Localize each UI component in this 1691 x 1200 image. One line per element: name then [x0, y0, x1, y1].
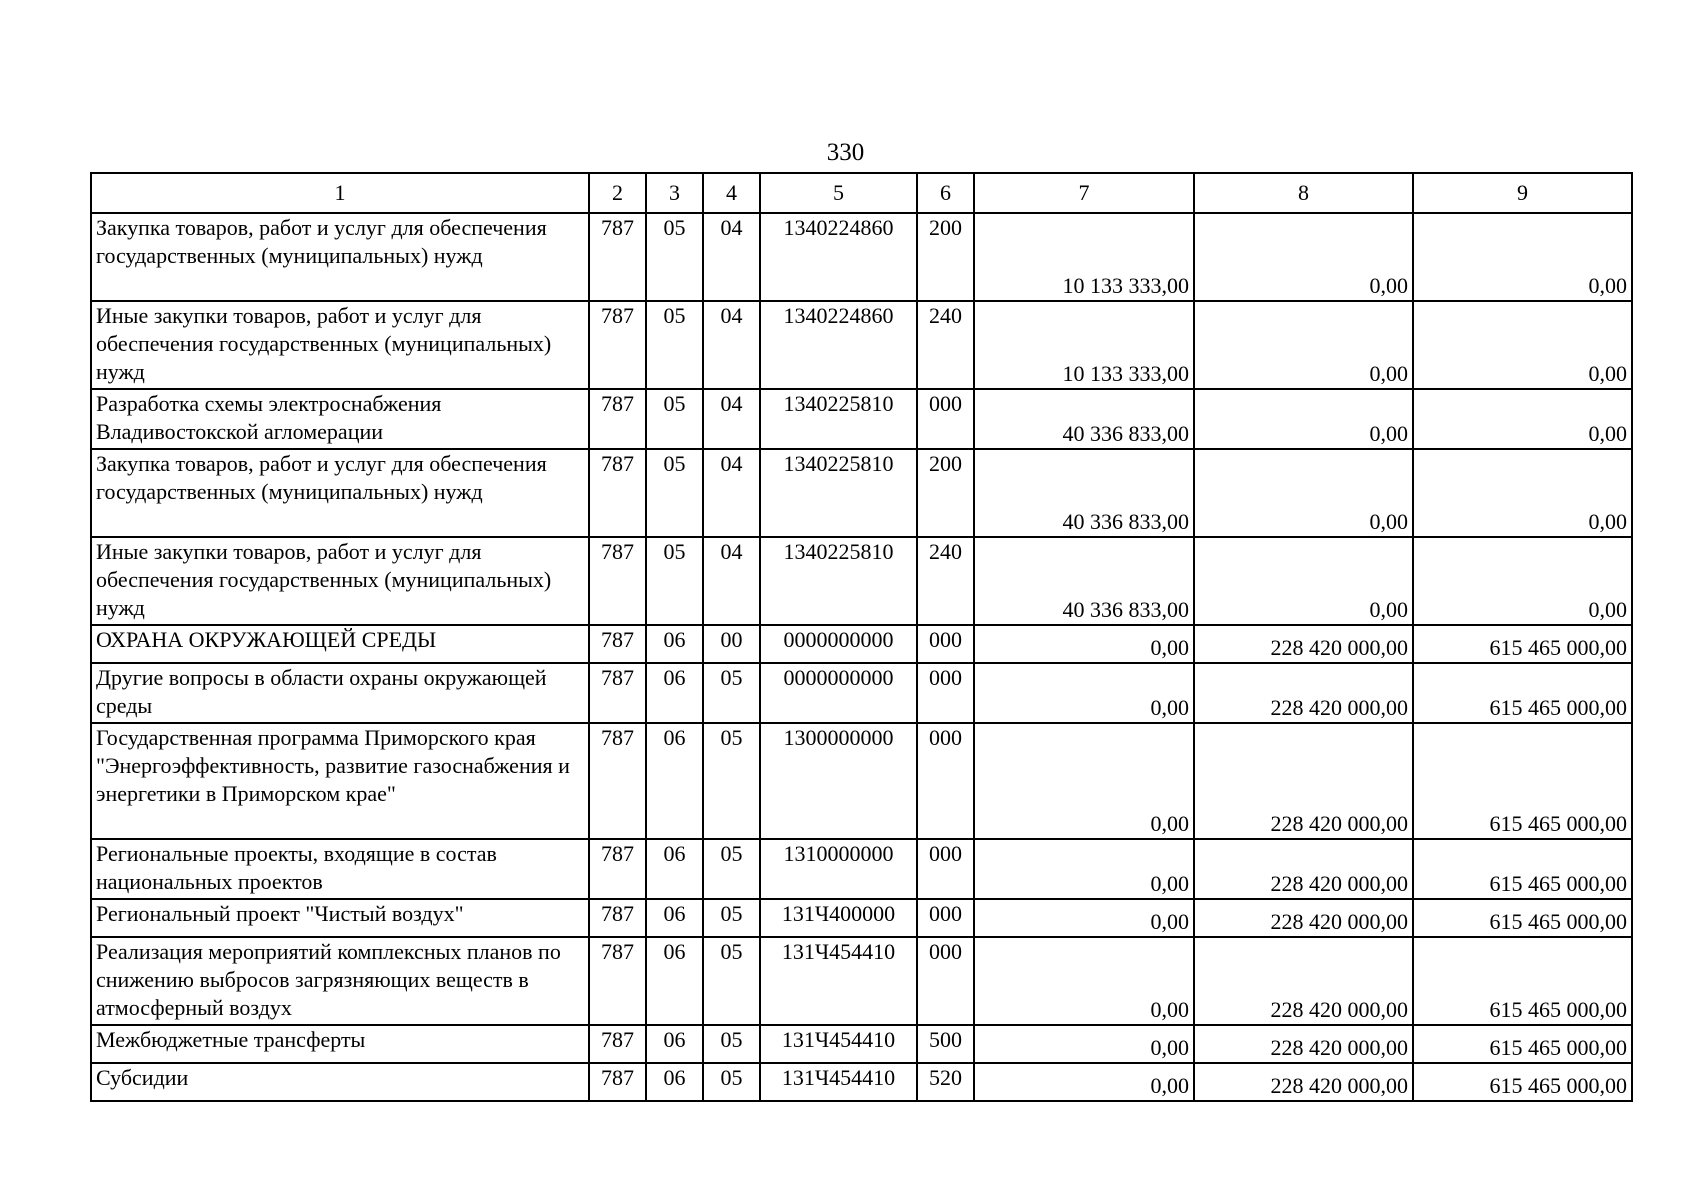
- table-row: [91, 663, 1632, 723]
- expense-type-cell: 200: [917, 449, 974, 537]
- admin-code-cell: 787: [589, 301, 646, 389]
- subsection-code-cell: 05: [703, 723, 760, 839]
- target-article-cell: 131Ч454410: [760, 1063, 917, 1101]
- section-code-cell: 05: [646, 213, 703, 301]
- section-code-cell: 06: [646, 1063, 703, 1101]
- subsection-code-cell: 04: [703, 449, 760, 537]
- amount-col8-cell: 228 420 000,00: [1194, 1025, 1413, 1063]
- admin-code-cell: 787: [589, 213, 646, 301]
- target-article-cell: 1300000000: [760, 723, 917, 839]
- amount-col9-cell: 0,00: [1413, 537, 1632, 625]
- admin-code-cell: 787: [589, 537, 646, 625]
- expense-type-cell: 520: [917, 1063, 974, 1101]
- expense-type-cell: 000: [917, 937, 974, 1025]
- amount-col7-cell: 0,00: [974, 625, 1194, 663]
- subsection-code-cell: 04: [703, 301, 760, 389]
- amount-col7-cell: 10 133 333,00: [974, 301, 1194, 389]
- admin-code-cell: 787: [589, 389, 646, 449]
- row-name-cell: Иные закупки товаров, работ и услуг для обеспечения государственных (муниципальных) нужд: [91, 537, 589, 625]
- target-article-cell: 0000000000: [760, 663, 917, 723]
- subsection-code-cell: 05: [703, 1063, 760, 1101]
- amount-col7-cell: 40 336 833,00: [974, 537, 1194, 625]
- row-name-cell: ОХРАНА ОКРУЖАЮЩЕЙ СРЕДЫ: [91, 625, 589, 663]
- amount-col7-cell: 0,00: [974, 723, 1194, 839]
- amount-col9-cell: 615 465 000,00: [1413, 663, 1632, 723]
- row-name-cell: Закупка товаров, работ и услуг для обеспечения государственных (муниципальных) нужд: [91, 449, 589, 537]
- expense-type-cell: 000: [917, 723, 974, 839]
- admin-code-cell: 787: [589, 449, 646, 537]
- subsection-code-cell: 05: [703, 1025, 760, 1063]
- expense-type-cell: 000: [917, 663, 974, 723]
- section-code-cell: 06: [646, 937, 703, 1025]
- section-code-cell: 06: [646, 723, 703, 839]
- table-row: [91, 537, 1632, 625]
- amount-col9-cell: 615 465 000,00: [1413, 1063, 1632, 1101]
- row-name-cell: Региональный проект "Чистый воздух": [91, 899, 589, 937]
- admin-code-cell: 787: [589, 625, 646, 663]
- expense-type-cell: 000: [917, 389, 974, 449]
- table-row: [91, 625, 1632, 663]
- amount-col7-cell: 0,00: [974, 663, 1194, 723]
- expense-type-cell: 500: [917, 1025, 974, 1063]
- amount-col8-cell: 0,00: [1194, 537, 1413, 625]
- row-name-cell: Другие вопросы в области охраны окружающей среды: [91, 663, 589, 723]
- header-cell: 7: [974, 173, 1194, 213]
- expense-type-cell: 000: [917, 839, 974, 899]
- header-cell: 4: [703, 173, 760, 213]
- row-name-cell: Государственная программа Приморского края "Энергоэффективность, развитие газоснабжения и энергетики в Приморском крае": [91, 723, 589, 839]
- admin-code-cell: 787: [589, 723, 646, 839]
- expense-type-cell: 240: [917, 537, 974, 625]
- amount-col8-cell: 0,00: [1194, 213, 1413, 301]
- header-row: [91, 173, 1632, 213]
- target-article-cell: 1340225810: [760, 537, 917, 625]
- section-code-cell: 05: [646, 301, 703, 389]
- section-code-cell: 06: [646, 625, 703, 663]
- amount-col8-cell: 228 420 000,00: [1194, 625, 1413, 663]
- admin-code-cell: 787: [589, 937, 646, 1025]
- amount-col7-cell: 0,00: [974, 1025, 1194, 1063]
- row-name-cell: Разработка схемы электроснабжения Владивостокской агломерации: [91, 389, 589, 449]
- header-cell: 3: [646, 173, 703, 213]
- target-article-cell: 1340224860: [760, 213, 917, 301]
- amount-col7-cell: 40 336 833,00: [974, 449, 1194, 537]
- amount-col8-cell: 0,00: [1194, 301, 1413, 389]
- amount-col7-cell: 0,00: [974, 839, 1194, 899]
- section-code-cell: 06: [646, 839, 703, 899]
- amount-col9-cell: 615 465 000,00: [1413, 625, 1632, 663]
- target-article-cell: 131Ч454410: [760, 1025, 917, 1063]
- amount-col9-cell: 615 465 000,00: [1413, 1025, 1632, 1063]
- subsection-code-cell: 04: [703, 537, 760, 625]
- target-article-cell: 0000000000: [760, 625, 917, 663]
- expense-type-cell: 000: [917, 625, 974, 663]
- amount-col9-cell: 0,00: [1413, 449, 1632, 537]
- section-code-cell: 05: [646, 389, 703, 449]
- amount-col9-cell: 0,00: [1413, 389, 1632, 449]
- header-cell: 1: [91, 173, 589, 213]
- amount-col9-cell: 615 465 000,00: [1413, 839, 1632, 899]
- row-name-cell: Межбюджетные трансферты: [91, 1025, 589, 1063]
- admin-code-cell: 787: [589, 1025, 646, 1063]
- amount-col8-cell: 228 420 000,00: [1194, 899, 1413, 937]
- expense-type-cell: 240: [917, 301, 974, 389]
- subsection-code-cell: 04: [703, 389, 760, 449]
- section-code-cell: 06: [646, 899, 703, 937]
- page-number: 330: [826, 139, 865, 166]
- target-article-cell: 1340224860: [760, 301, 917, 389]
- subsection-code-cell: 04: [703, 213, 760, 301]
- amount-col9-cell: 615 465 000,00: [1413, 899, 1632, 937]
- header-cell: 6: [917, 173, 974, 213]
- target-article-cell: 1310000000: [760, 839, 917, 899]
- admin-code-cell: 787: [589, 899, 646, 937]
- table-row: [91, 899, 1632, 937]
- table-row: [91, 213, 1632, 301]
- table-row: [91, 301, 1632, 389]
- amount-col8-cell: 228 420 000,00: [1194, 937, 1413, 1025]
- row-name-cell: Субсидии: [91, 1063, 589, 1101]
- amount-col7-cell: 10 133 333,00: [974, 213, 1194, 301]
- admin-code-cell: 787: [589, 1063, 646, 1101]
- amount-col8-cell: 228 420 000,00: [1194, 1063, 1413, 1101]
- amount-col9-cell: 615 465 000,00: [1413, 723, 1632, 839]
- amount-col9-cell: 615 465 000,00: [1413, 937, 1632, 1025]
- table-row: [91, 449, 1632, 537]
- table-row: [91, 389, 1632, 449]
- amount-col7-cell: 0,00: [974, 937, 1194, 1025]
- subsection-code-cell: 00: [703, 625, 760, 663]
- table-row: [91, 839, 1632, 899]
- amount-col7-cell: 0,00: [974, 1063, 1194, 1101]
- header-cell: 8: [1194, 173, 1413, 213]
- header-cell: 9: [1413, 173, 1632, 213]
- section-code-cell: 06: [646, 663, 703, 723]
- table-body: [91, 213, 1632, 1101]
- budget-table: [90, 172, 1633, 1102]
- section-code-cell: 05: [646, 449, 703, 537]
- amount-col7-cell: 40 336 833,00: [974, 389, 1194, 449]
- subsection-code-cell: 05: [703, 937, 760, 1025]
- subsection-code-cell: 05: [703, 839, 760, 899]
- table-row: [91, 937, 1632, 1025]
- amount-col8-cell: 228 420 000,00: [1194, 663, 1413, 723]
- section-code-cell: 05: [646, 537, 703, 625]
- row-name-cell: Закупка товаров, работ и услуг для обеспечения государственных (муниципальных) нужд: [91, 213, 589, 301]
- amount-col8-cell: 0,00: [1194, 449, 1413, 537]
- amount-col9-cell: 0,00: [1413, 301, 1632, 389]
- target-article-cell: 1340225810: [760, 389, 917, 449]
- header-cell: 5: [760, 173, 917, 213]
- admin-code-cell: 787: [589, 839, 646, 899]
- admin-code-cell: 787: [589, 663, 646, 723]
- target-article-cell: 1340225810: [760, 449, 917, 537]
- subsection-code-cell: 05: [703, 899, 760, 937]
- target-article-cell: 131Ч454410: [760, 937, 917, 1025]
- header-cell: 2: [589, 173, 646, 213]
- expense-type-cell: 200: [917, 213, 974, 301]
- section-code-cell: 06: [646, 1025, 703, 1063]
- row-name-cell: Реализация мероприятий комплексных планов по снижению выбросов загрязняющих веществ в атмосферный воздух: [91, 937, 589, 1025]
- table-row: [91, 1063, 1632, 1101]
- amount-col7-cell: 0,00: [974, 899, 1194, 937]
- expense-type-cell: 000: [917, 899, 974, 937]
- amount-col8-cell: 228 420 000,00: [1194, 723, 1413, 839]
- table-row: [91, 723, 1632, 839]
- amount-col9-cell: 0,00: [1413, 213, 1632, 301]
- amount-col8-cell: 0,00: [1194, 389, 1413, 449]
- amount-col8-cell: 228 420 000,00: [1194, 839, 1413, 899]
- target-article-cell: 131Ч400000: [760, 899, 917, 937]
- subsection-code-cell: 05: [703, 663, 760, 723]
- row-name-cell: Иные закупки товаров, работ и услуг для обеспечения государственных (муниципальных) нужд: [91, 301, 589, 389]
- row-name-cell: Региональные проекты, входящие в состав национальных проектов: [91, 839, 589, 899]
- table-row: [91, 1025, 1632, 1063]
